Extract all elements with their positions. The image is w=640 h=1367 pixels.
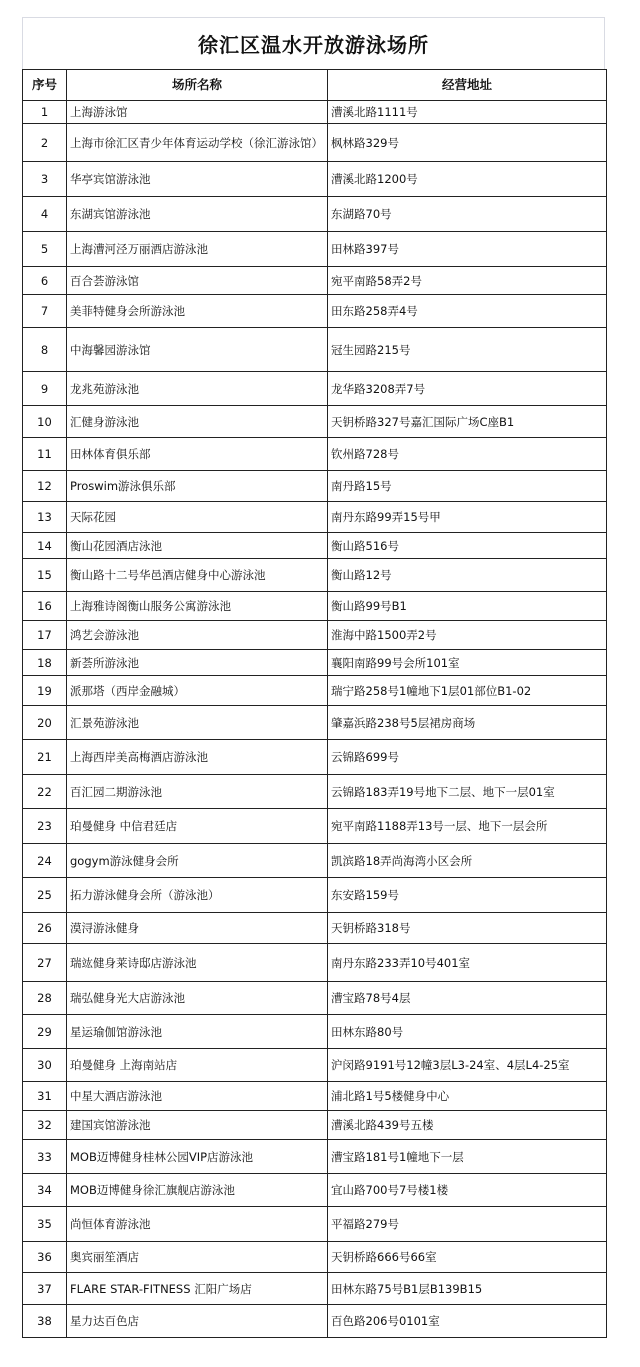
table-row	[23, 295, 607, 328]
row-index: 4	[23, 197, 67, 232]
venue-name: 田林体育俱乐部	[67, 438, 328, 471]
venue-address: 南丹路15号	[328, 471, 607, 502]
row-index: 2	[23, 124, 67, 162]
venue-address: 田东路258弄4号	[328, 295, 607, 328]
table-row	[23, 706, 607, 740]
table-row	[23, 913, 607, 944]
venue-name: 百汇园二期游泳池	[67, 775, 328, 809]
row-index: 21	[23, 740, 67, 775]
venue-address: 东安路159号	[328, 878, 607, 913]
venue-name: 天际花园	[67, 502, 328, 533]
venue-name: 星运瑜伽馆游泳池	[67, 1015, 328, 1049]
venue-name: 龙兆苑游泳池	[67, 372, 328, 406]
venue-address: 凯滨路18弄尚海湾小区会所	[328, 844, 607, 878]
row-index: 35	[23, 1207, 67, 1242]
table-row	[23, 162, 607, 197]
venue-name: 中星大酒店游泳池	[67, 1082, 328, 1111]
table-row	[23, 1242, 607, 1273]
venue-name: 星力达百色店	[67, 1305, 328, 1338]
venue-name: FLARE STAR-FITNESS 汇阳广场店	[67, 1273, 328, 1305]
table-row	[23, 197, 607, 232]
venue-address: 天钥桥路318号	[328, 913, 607, 944]
venue-address: 天钥桥路666号66室	[328, 1242, 607, 1273]
venues-table	[22, 69, 607, 1338]
table-row	[23, 471, 607, 502]
venue-address: 枫林路329号	[328, 124, 607, 162]
table-header-row	[23, 70, 607, 101]
venue-name: 上海雅诗阁衡山服务公寓游泳池	[67, 592, 328, 621]
table-row	[23, 533, 607, 559]
venue-name: 中海馨园游泳馆	[67, 328, 328, 372]
venue-address: 宜山路700号7号楼1楼	[328, 1174, 607, 1207]
venue-name: 衡山花园酒店泳池	[67, 533, 328, 559]
table-row	[23, 328, 607, 372]
table-row	[23, 1305, 607, 1338]
venue-name: 华亭宾馆游泳池	[67, 162, 328, 197]
venue-name: MOB迈博健身徐汇旗舰店游泳池	[67, 1174, 328, 1207]
table-row	[23, 650, 607, 676]
venue-name: 拓力游泳健身会所（游泳池）	[67, 878, 328, 913]
venue-address: 钦州路728号	[328, 438, 607, 471]
table-row	[23, 101, 607, 124]
row-index: 14	[23, 533, 67, 559]
table-row	[23, 740, 607, 775]
row-index: 7	[23, 295, 67, 328]
venue-name: 珀曼健身 上海南站店	[67, 1049, 328, 1082]
venue-address: 漕溪北路1200号	[328, 162, 607, 197]
venue-address: 漕宝路181号1幢地下一层	[328, 1140, 607, 1174]
venue-address: 东湖路70号	[328, 197, 607, 232]
venue-name: 瑞弘健身光大店游泳池	[67, 982, 328, 1015]
venue-address: 宛平南路1188弄13号一层、地下一层会所	[328, 809, 607, 844]
venue-name: 建国宾馆游泳池	[67, 1111, 328, 1140]
table-row	[23, 438, 607, 471]
venue-name: 漠浔游泳健身	[67, 913, 328, 944]
venue-address: 瑞宁路258号1幢地下1层01部位B1-02	[328, 676, 607, 706]
venue-name: 上海西岸美高梅酒店游泳池	[67, 740, 328, 775]
header-name: 场所名称	[67, 70, 328, 101]
venue-address: 漕溪北路439号五楼	[328, 1111, 607, 1140]
row-index: 20	[23, 706, 67, 740]
venue-name: 上海漕河泾万丽酒店游泳池	[67, 232, 328, 267]
table-row	[23, 944, 607, 982]
venue-address: 南丹东路99弄15号甲	[328, 502, 607, 533]
venue-name: 珀曼健身 中信君廷店	[67, 809, 328, 844]
venue-name: 新荟所游泳池	[67, 650, 328, 676]
venue-address: 田林东路75号B1层B139B15	[328, 1273, 607, 1305]
venue-address: 冠生园路215号	[328, 328, 607, 372]
row-index: 22	[23, 775, 67, 809]
venue-name: gogym游泳健身会所	[67, 844, 328, 878]
row-index: 12	[23, 471, 67, 502]
table-row	[23, 844, 607, 878]
row-index: 6	[23, 267, 67, 295]
row-index: 10	[23, 406, 67, 438]
table-row	[23, 124, 607, 162]
venue-address: 衡山路99号B1	[328, 592, 607, 621]
venue-address: 肇嘉浜路238号5层裙房商场	[328, 706, 607, 740]
venue-address: 淮海中路1500弄2号	[328, 621, 607, 650]
venue-name: Proswim游泳俱乐部	[67, 471, 328, 502]
venue-address: 宛平南路58弄2号	[328, 267, 607, 295]
table-row	[23, 1049, 607, 1082]
venue-name: 瑞竑健身莱诗邸店游泳池	[67, 944, 328, 982]
row-index: 13	[23, 502, 67, 533]
table-row	[23, 1207, 607, 1242]
row-index: 25	[23, 878, 67, 913]
table-row	[23, 232, 607, 267]
venue-name: 百合荟游泳馆	[67, 267, 328, 295]
row-index: 19	[23, 676, 67, 706]
header-address: 经营地址	[328, 70, 607, 101]
venue-name: 美菲特健身会所游泳池	[67, 295, 328, 328]
table-row	[23, 1273, 607, 1305]
row-index: 37	[23, 1273, 67, 1305]
venue-address: 百色路206号0101室	[328, 1305, 607, 1338]
row-index: 17	[23, 621, 67, 650]
table-row	[23, 1082, 607, 1111]
row-index: 31	[23, 1082, 67, 1111]
row-index: 8	[23, 328, 67, 372]
venue-name: 鸿艺会游泳池	[67, 621, 328, 650]
table-row	[23, 502, 607, 533]
table-row	[23, 406, 607, 438]
venue-address: 田林路397号	[328, 232, 607, 267]
table-row	[23, 621, 607, 650]
venue-name: 汇景苑游泳池	[67, 706, 328, 740]
row-index: 28	[23, 982, 67, 1015]
row-index: 24	[23, 844, 67, 878]
venue-name: 尚恒体育游泳池	[67, 1207, 328, 1242]
table-row	[23, 1015, 607, 1049]
row-index: 34	[23, 1174, 67, 1207]
table-row	[23, 1111, 607, 1140]
table-row	[23, 1140, 607, 1174]
row-index: 26	[23, 913, 67, 944]
venue-address: 田林东路80号	[328, 1015, 607, 1049]
table-row	[23, 676, 607, 706]
venue-name: MOB迈博健身桂林公园VIP店游泳池	[67, 1140, 328, 1174]
row-index: 11	[23, 438, 67, 471]
venue-address: 沪闵路9191号12幢3层L3-24室、4层L4-25室	[328, 1049, 607, 1082]
venue-address: 龙华路3208弄7号	[328, 372, 607, 406]
row-index: 15	[23, 559, 67, 592]
row-index: 1	[23, 101, 67, 124]
table-row	[23, 559, 607, 592]
header-index: 序号	[23, 70, 67, 101]
venue-name: 汇健身游泳池	[67, 406, 328, 438]
venue-name: 奥宾丽笙酒店	[67, 1242, 328, 1273]
venue-address: 衡山路516号	[328, 533, 607, 559]
row-index: 29	[23, 1015, 67, 1049]
row-index: 38	[23, 1305, 67, 1338]
venue-name: 上海市徐汇区青少年体育运动学校（徐汇游泳馆）	[67, 124, 328, 162]
row-index: 33	[23, 1140, 67, 1174]
row-index: 9	[23, 372, 67, 406]
row-index: 30	[23, 1049, 67, 1082]
venue-address: 衡山路12号	[328, 559, 607, 592]
table-row	[23, 878, 607, 913]
venue-address: 云锦路183弄19号地下二层、地下一层01室	[328, 775, 607, 809]
row-index: 36	[23, 1242, 67, 1273]
table-body	[23, 101, 607, 1338]
row-index: 16	[23, 592, 67, 621]
venue-address: 襄阳南路99号会所101室	[328, 650, 607, 676]
venue-name: 派那塔（西岸金融城）	[67, 676, 328, 706]
page-title: 徐汇区温水开放游泳场所	[198, 33, 429, 57]
table-row	[23, 592, 607, 621]
venue-address: 漕宝路78号4层	[328, 982, 607, 1015]
title-box	[22, 17, 605, 69]
venue-name: 上海游泳馆	[67, 101, 328, 124]
venue-address: 南丹东路233弄10号401室	[328, 944, 607, 982]
venue-name: 衡山路十二号华邑酒店健身中心游泳池	[67, 559, 328, 592]
table-row	[23, 775, 607, 809]
row-index: 23	[23, 809, 67, 844]
table-row	[23, 1174, 607, 1207]
row-index: 18	[23, 650, 67, 676]
table-row	[23, 982, 607, 1015]
row-index: 3	[23, 162, 67, 197]
venue-address: 云锦路699号	[328, 740, 607, 775]
table-row	[23, 809, 607, 844]
venue-name: 东湖宾馆游泳池	[67, 197, 328, 232]
table-row	[23, 267, 607, 295]
venue-address: 平福路279号	[328, 1207, 607, 1242]
venue-address: 漕溪北路1111号	[328, 101, 607, 124]
row-index: 27	[23, 944, 67, 982]
row-index: 5	[23, 232, 67, 267]
table-row	[23, 372, 607, 406]
venue-address: 天钥桥路327号嘉汇国际广场C座B1	[328, 406, 607, 438]
venue-address: 浦北路1号5楼健身中心	[328, 1082, 607, 1111]
row-index: 32	[23, 1111, 67, 1140]
